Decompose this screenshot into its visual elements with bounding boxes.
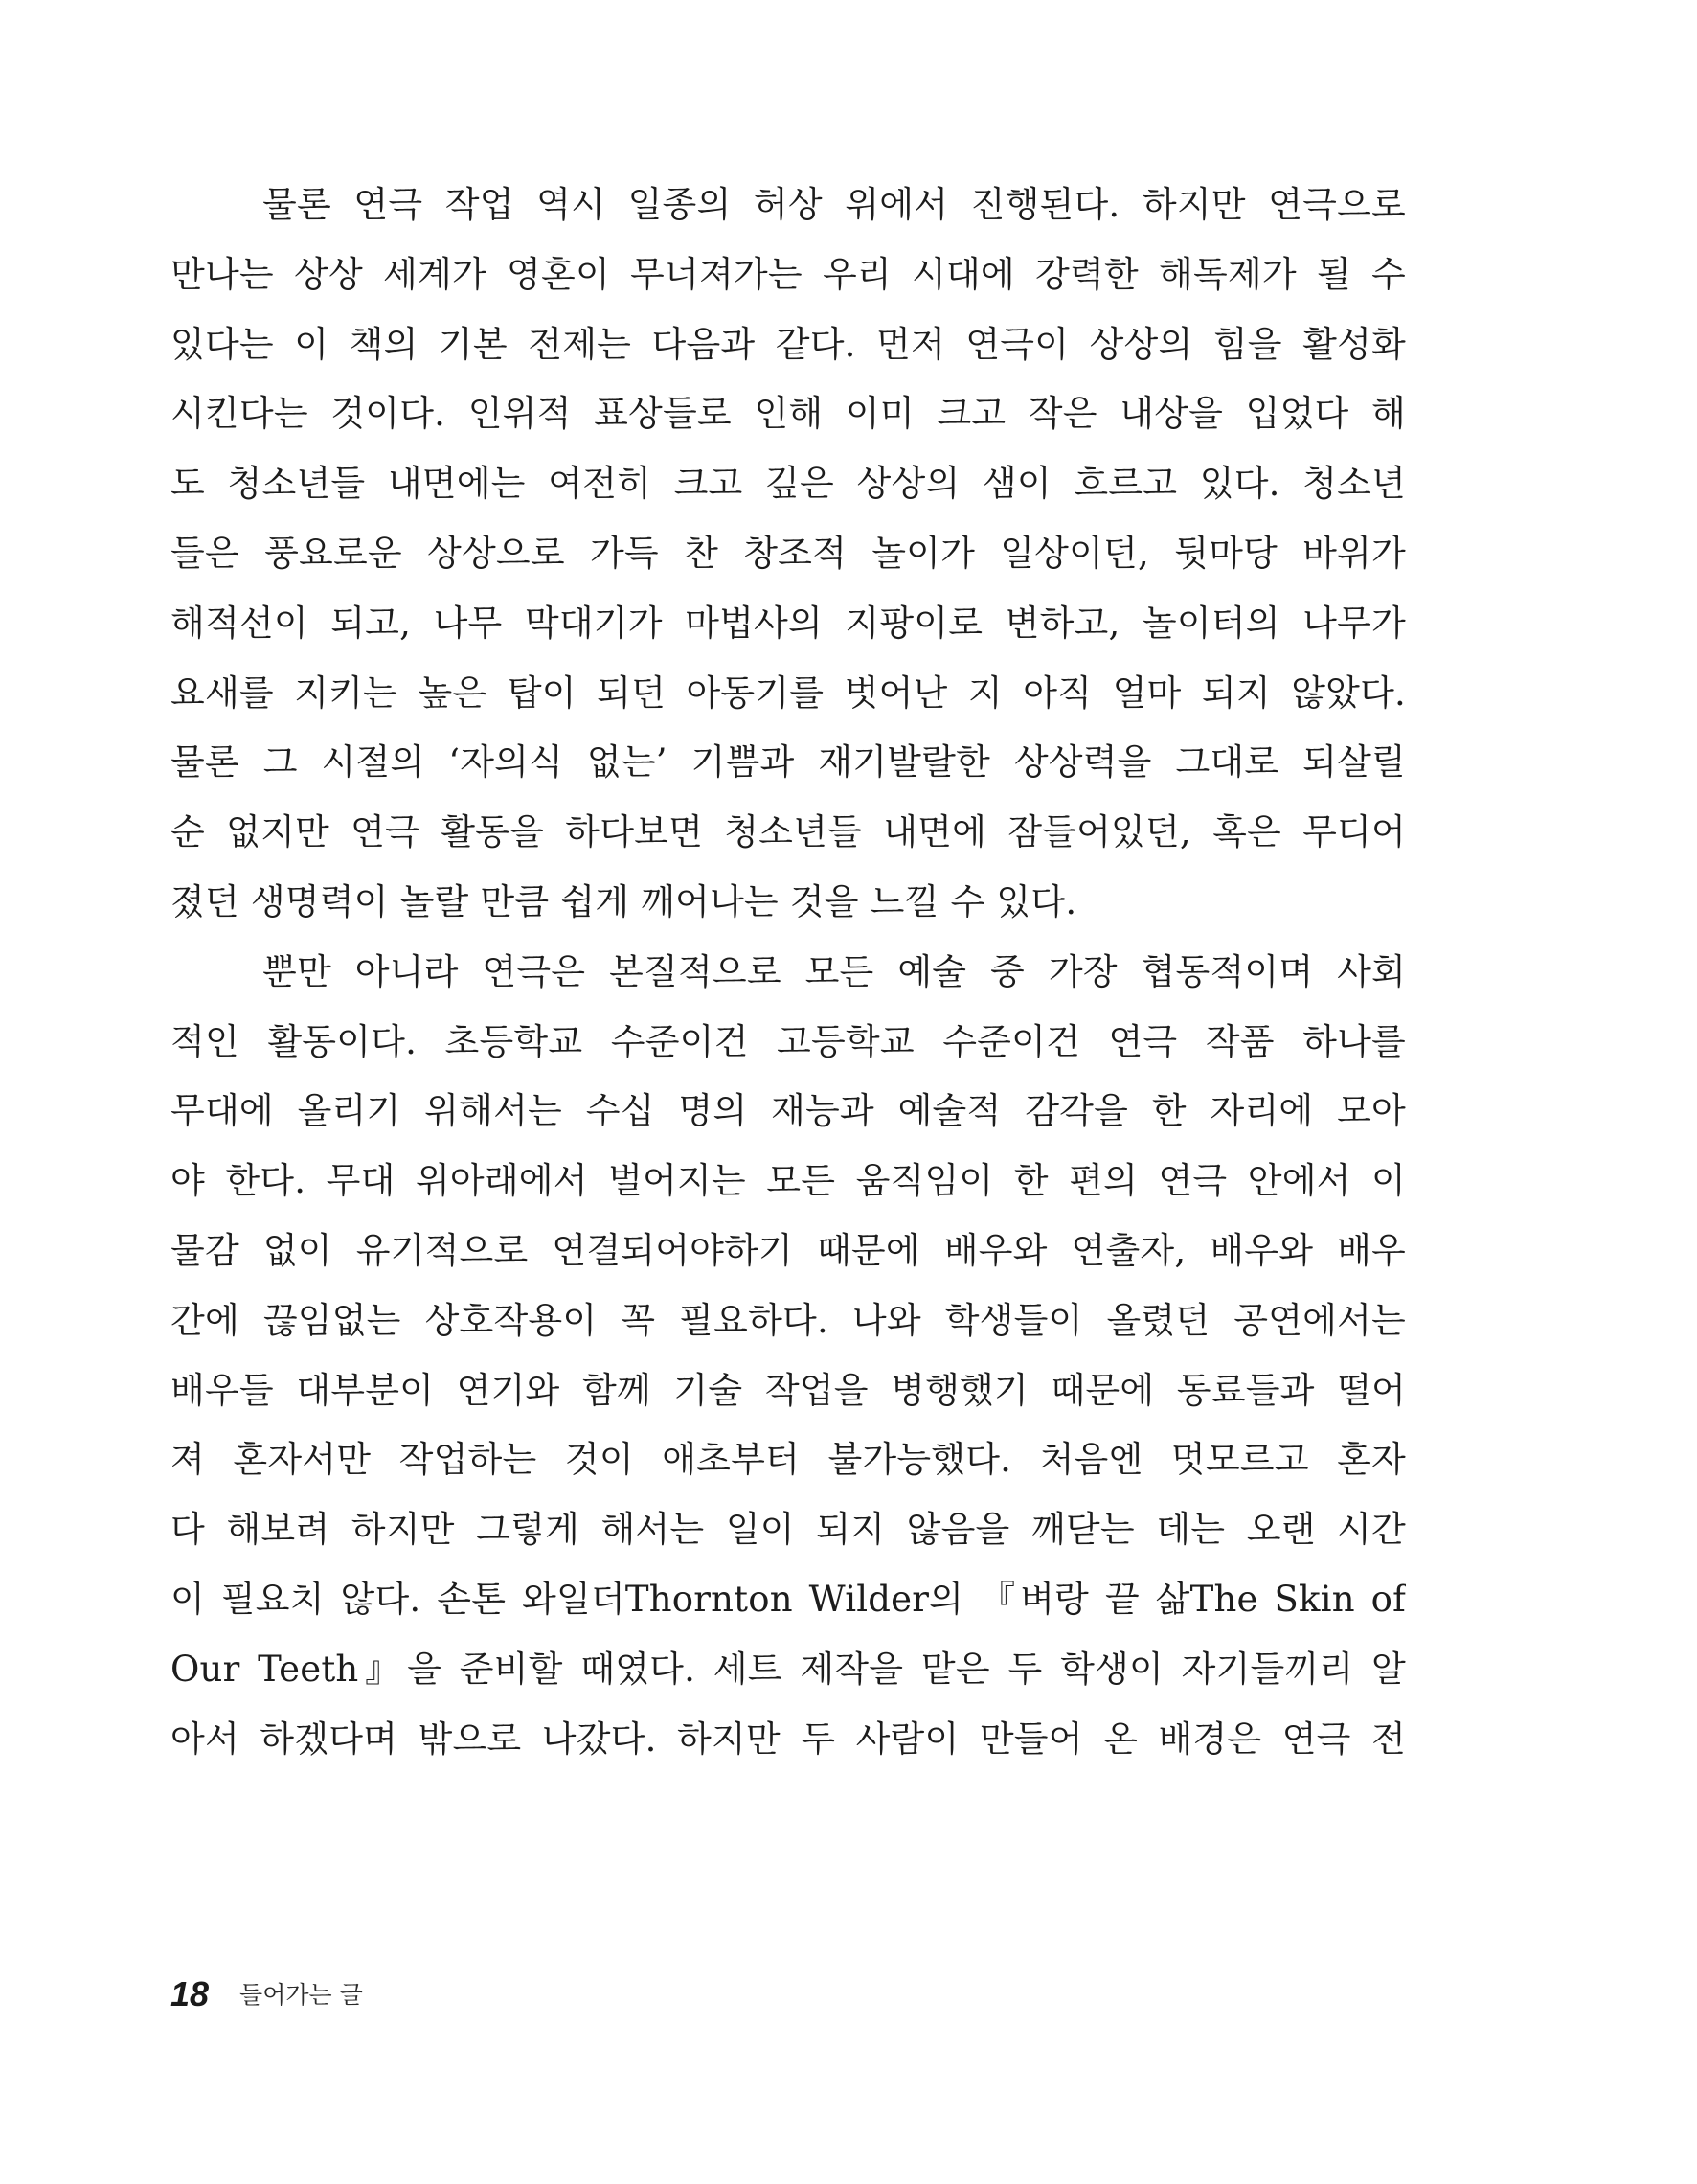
section-title: 들어가는 글 — [239, 1981, 363, 2009]
paragraph-1-line-4: 시킨다는 것이다. 인위적 표상들로 인해 이미 크고 작은 내상을 입었다 해 — [170, 393, 1406, 435]
paragraph-1-line-11: 졌던 생명력이 놀랄 만큼 쉽게 깨어나는 것을 느낄 수 있다. — [170, 880, 1077, 922]
paragraph-2-line-9: 다 해보려 하지만 그렇게 해서는 일이 되지 않음을 깨닫는 데는 오랜 시간 — [170, 1509, 1406, 1551]
paragraph-2-line-3: 무대에 올리기 위해서는 수십 명의 재능과 예술적 감각을 한 자리에 모아 — [170, 1090, 1406, 1132]
paragraph-2-line-10: 이 필요치 않다. 손톤 와일더Thornton Wilder의 『벼랑 끝 삶The Skin of — [170, 1578, 1406, 1620]
page-footer — [170, 1969, 363, 2019]
paragraph-2-line-12: 아서 하겠다며 밖으로 나갔다. 하지만 두 사람이 만들어 온 배경은 연극 전 — [170, 1718, 1406, 1760]
paragraph-1-line-7: 해적선이 되고, 나무 막대기가 마법사의 지팡이로 변하고, 놀이터의 나무가 — [170, 602, 1406, 644]
paragraph-2-line-7: 배우들 대부분이 연기와 함께 기술 작업을 병행했기 때문에 동료들과 떨어 — [170, 1369, 1406, 1411]
paragraph-2-line-11: Our Teeth』을 준비할 때였다. 세트 제작을 맡은 두 학생이 자기들끼리 알 — [170, 1648, 1406, 1690]
paragraph-2-line-5: 물감 없이 유기적으로 연결되어야하기 때문에 배우와 연출자, 배우와 배우 — [170, 1229, 1406, 1271]
paragraph-1-line-8: 요새를 지키는 높은 탑이 되던 아동기를 벗어난 지 아직 얼마 되지 않았다. — [170, 671, 1406, 714]
paragraph-2-line-1: 뿐만 아니라 연극은 본질적으로 모든 예술 중 가장 협동적이며 사회 — [262, 950, 1406, 992]
paragraph-2-line-6: 간에 끊임없는 상호작용이 꼭 필요하다. 나와 학생들이 올렸던 공연에서는 — [170, 1299, 1406, 1341]
paragraph-1-line-5: 도 청소년들 내면에는 여전히 크고 깊은 상상의 샘이 흐르고 있다. 청소년 — [170, 463, 1406, 505]
paragraph-1-line-1: 물론 연극 작업 역시 일종의 허상 위에서 진행된다. 하지만 연극으로 — [262, 184, 1406, 225]
paragraph-1-line-10: 순 없지만 연극 활동을 하다보면 청소년들 내면에 잠들어있던, 혹은 무디어 — [170, 811, 1406, 853]
page-number: 18 — [170, 1974, 210, 2013]
paragraph-2-line-4: 야 한다. 무대 위아래에서 벌어지는 모든 움직임이 한 편의 연극 안에서 이 — [170, 1160, 1406, 1202]
paragraph-2-line-2: 적인 활동이다. 초등학교 수준이건 고등학교 수준이건 연극 작품 하나를 — [170, 1020, 1406, 1062]
paragraph-1-line-9: 물론 그 시절의 ‘자의식 없는’ 기쁨과 재기발랄한 상상력을 그대로 되살릴 — [170, 741, 1406, 784]
paragraph-1-line-3: 있다는 이 책의 기본 전제는 다음과 같다. 먼저 연극이 상상의 힘을 활성화 — [170, 323, 1406, 365]
paragraph-1-line-2: 만나는 상상 세계가 영혼이 무너져가는 우리 시대에 강력한 해독제가 될 수 — [170, 253, 1406, 295]
paragraph-1-line-6: 들은 풍요로운 상상으로 가득 찬 창조적 놀이가 일상이던, 뒷마당 바위가 — [170, 532, 1406, 574]
paragraph-2-line-8: 져 혼자서만 작업하는 것이 애초부터 불가능했다. 처음엔 멋모르고 혼자 — [170, 1439, 1406, 1481]
body-text — [170, 171, 1406, 1774]
